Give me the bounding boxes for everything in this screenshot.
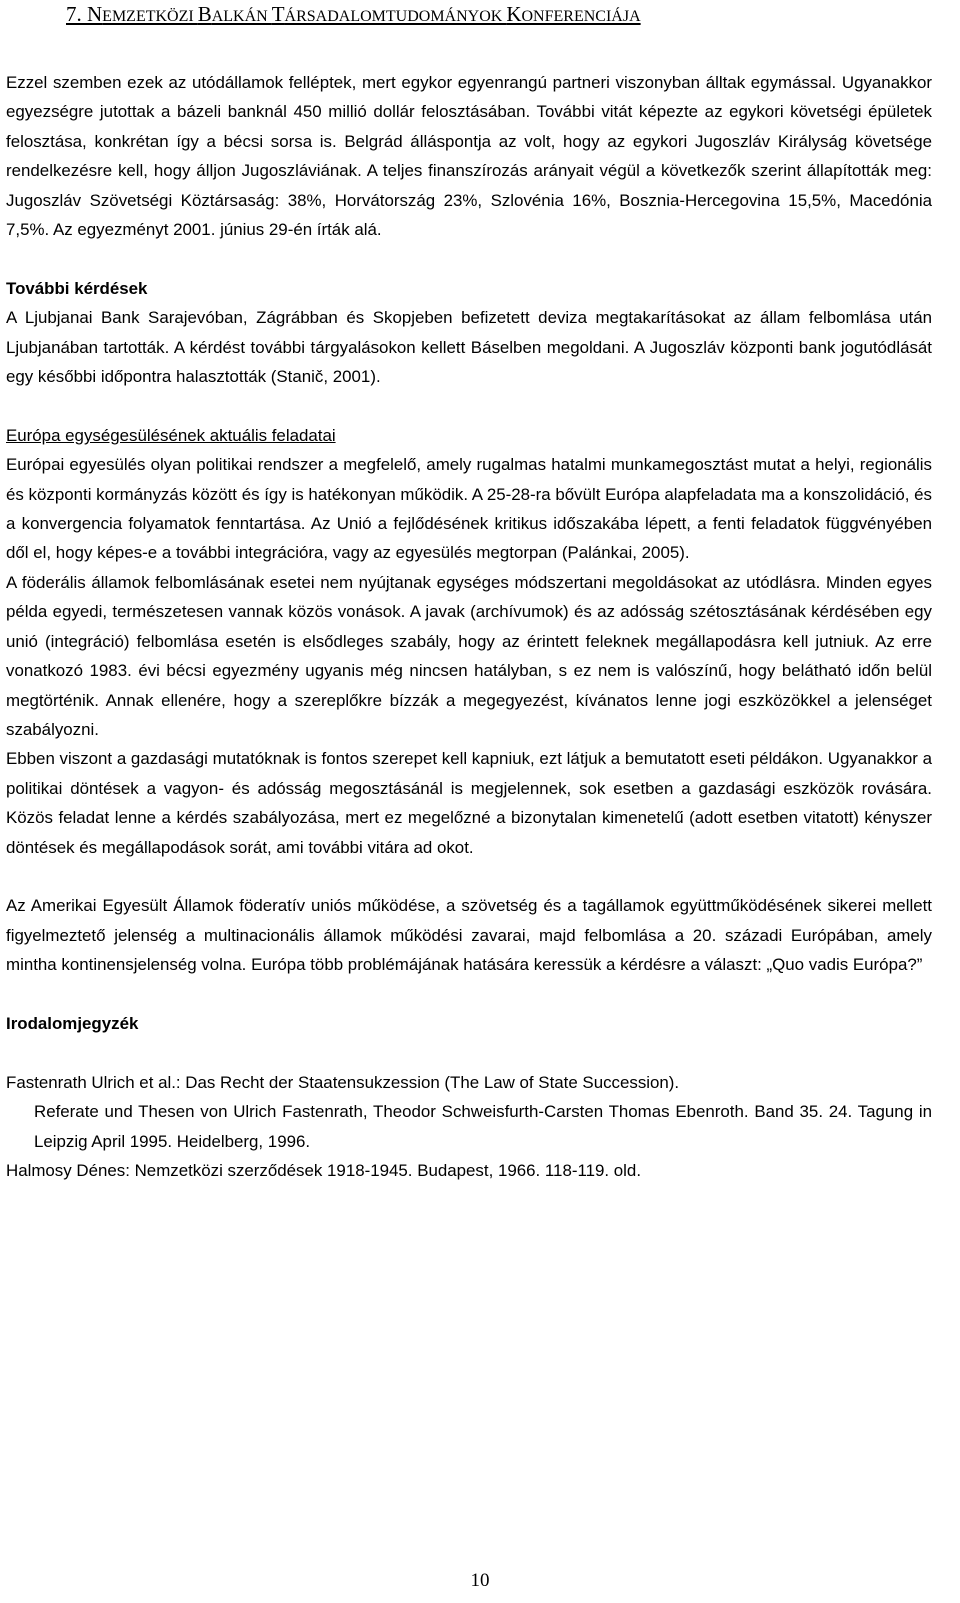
header-part: K bbox=[506, 2, 522, 26]
paragraph-european-integration: Európai egyesülés olyan politikai rendszer a megfelelő, amely rugalmas hatalmi munkamegosztást mutat a helyi, regionális és központi kormányzás között és így is hatékonyan működik. A 25-28-ra bővült Európa alapfeladata ma a konszolidáció, és a konvergencia folyamatok fenntartása. Az Unió a fejlődésének kritikus időszakába lépett, a fenti feladatok függvényében dől el, hogy képes-e a további integrációra, vagy az egyesülés megtorpan (Palánkai, 2005). bbox=[6, 455, 932, 563]
spacer bbox=[6, 244, 932, 273]
reference-continuation: Referate und Thesen von Ulrich Fastenrath, Theodor Schweisfurth-Carsten Thomas Ebenroth. Band 35. 24. Tagung in Leipzig April 1995. Heidelberg, 1996. bbox=[34, 1102, 932, 1151]
section-heading-european-unification: Európa egységesülésének aktuális feladatai bbox=[6, 425, 336, 445]
header-part: EMZETKÖZI bbox=[102, 8, 198, 25]
header-part: ONFERENCIÁJA bbox=[521, 8, 641, 25]
running-header bbox=[66, 1, 894, 30]
reference-first-line: Fastenrath Ulrich et al.: Das Recht der Staatensukzession (The Law of State Succession). bbox=[6, 1072, 680, 1092]
paragraph-federal-dissolution: A föderális államok felbomlásának esetei nem nyújtanak egységes módszertani megoldásokat az utódlásra. Minden egyes példa egyedi, természetesen vannak közös vonások. A javak (archívumok) és az adósság szétosztásának kérdésében egy unió (integráció) felbomlása esetén is elsődleges szabály, hogy az érintett feleknek megállapodásra kell jutniuk. Az erre vonatkozó 1983. évi bécsi egyezmény ugyanis még nincsen hatályban, s ez nem is valószínű, hogy belátható időn belül megtörténik. Annak ellenére, hogy a szereplőkre bízzák a megegyezést, kívánatos lenne jogi eszközökkel a jelenséget szabályozni. bbox=[6, 572, 932, 739]
reference-entry: Halmosy Dénes: Nemzetközi szerződések 1918-1945. Budapest, 1966. 118-119. old. bbox=[6, 1160, 642, 1180]
header-part: 7. N bbox=[66, 2, 103, 26]
paragraph-ljubljana-bank: A Ljubjanai Bank Sarajevóban, Zágrábban és Skopjeben befizetett deviza megtakarításokat az állam felbomlása után Ljubjanában tartották. A kérdést további tárgyalásokon kellett Báselben megoldani. A Jugoszláv központi bank jogutódlását egy későbbi időpontra halasztották (Stanič, 2001). bbox=[6, 308, 932, 387]
paragraph-succession-agreement: Ezzel szemben ezek az utódállamok felléptek, mert egykor egyenrangú partneri viszonyban álltak egymással. Ugyanakkor egyezségre jutottak a bázeli banknál 450 millió dollár felosztásában. További vitát képezte az egykori követségi épületek felosztása, konkrétan így a bécsi sorsa is. Belgrád álláspontja az volt, hogy az egykori Jugoszláv Királyság követsége rendelkezésre kell, hogy álljon Jugoszláviának. A teljes finanszírozás arányait végül a következők szerint állapították meg: Jugoszláv Szövetségi Köztársaság: 38%, Horvátország 23%, Szlovénia 16%, Bosznia-Hercegovina 15,5%, Macedónia 7,5%. Az egyezményt 2001. június 29-én írták alá. bbox=[6, 73, 932, 240]
header-part: T bbox=[271, 2, 285, 26]
header-part: B bbox=[197, 2, 212, 26]
spacer bbox=[6, 1038, 932, 1067]
spacer bbox=[6, 862, 932, 891]
document-body bbox=[6, 68, 932, 1185]
section-heading-further-questions: További kérdések bbox=[6, 278, 148, 298]
reference-entry bbox=[6, 1068, 932, 1156]
page-number: 10 bbox=[470, 1570, 490, 1591]
spacer bbox=[6, 980, 932, 1009]
header-part: ALKÁN bbox=[211, 8, 272, 25]
header-part: ÁRSADALOMTUDOMÁNYOK bbox=[284, 8, 507, 25]
paragraph-economic-indicators: Ebben viszont a gazdasági mutatóknak is fontos szerepet kell kapniuk, ezt látjuk a bemutatott eseti példákon. Ugyanakkor a politikai döntések a vagyon- és adósság megosztásánál is megjelennek, sok esetben a gazdasági eszközök rovására. Közös feladat lenne a kérdés szabályozása, mert ez megelőzné a bizonytalan kimenetelű (adott esetben vitatott) kényszer döntések és megállapodások sorát, ami további vitára ad okot. bbox=[6, 749, 932, 857]
spacer bbox=[6, 391, 932, 420]
paragraph-quo-vadis: Az Amerikai Egyesült Államok föderatív uniós működése, a szövetség és a tagállamok együttműködésének sikerei mellett figyelmeztető jelenség a multinacionális államok működési zavarai, majd felbomlása a 20. századi Európában, amely mintha kontinensjelenség volna. Európa több problémájának hatására keressük a kérdésre a választ: „Quo vadis Európa?” bbox=[6, 896, 932, 975]
section-heading-bibliography: Irodalomjegyzék bbox=[6, 1013, 139, 1033]
